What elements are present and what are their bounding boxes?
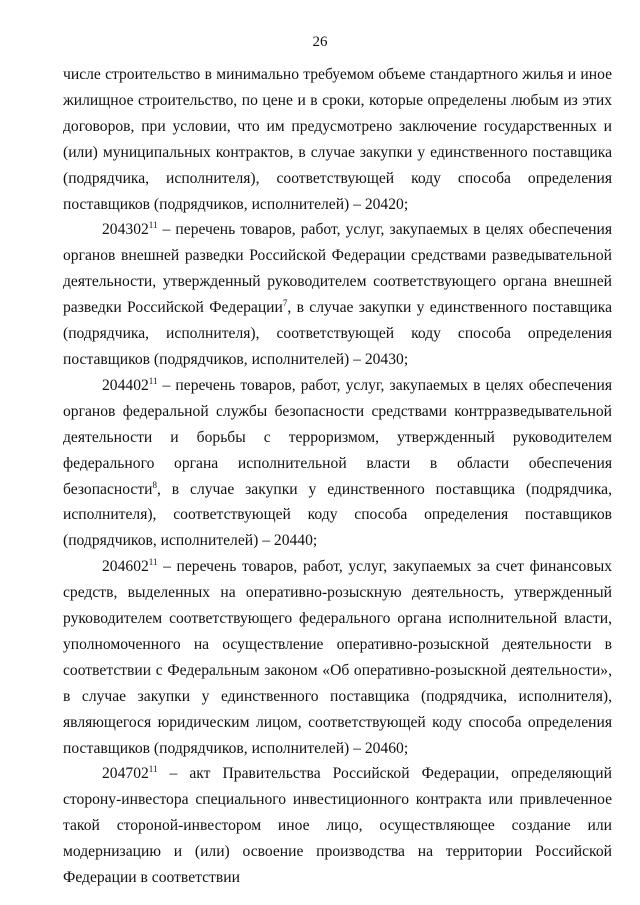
paragraph-text: – акт Правительства Российской Федерации, определяющий сторону-инвестора специального инвестиционного контракта или привлеченное такой стороной-инвестором иное лицо, осуществляющее создание или модернизацию и (или) освоение производства на территории Российской Федерации в соответствии xyxy=(63,765,612,887)
paragraph-text: , в случае закупки у единственного поставщика (подрядчика, исполнителя), соответствующей коду способа определения поставщиков (подрядчиков, исполнителей) – 20440; xyxy=(63,480,612,550)
paragraph-text: – перечень товаров, работ, услуг, закупаемых в целях обеспечения органов федеральной службы безопасности средствами контрразведывательной деятельности и борьбы с терроризмом, утвержденный руководителем федерального органа исполнительной власти в области обеспечения безопасности xyxy=(63,376,612,498)
paragraph-204402 xyxy=(63,373,612,554)
document-body xyxy=(63,62,612,891)
paragraph-204602 xyxy=(63,554,612,761)
classification-code: 204702 xyxy=(102,765,149,783)
paragraph-204702 xyxy=(63,761,612,891)
code-superscript: 11 xyxy=(148,220,158,231)
paragraph-text: , в случае закупки у единственного поставщика (подрядчика, исполнителя), соответствующей коду способа определения поставщиков (подрядчиков, исполнителей) – 20430; xyxy=(63,299,612,368)
code-superscript: 11 xyxy=(148,375,158,386)
paragraph-text: – перечень товаров, работ, услуг, закупаемых в целях обеспечения органов внешней разведки Российской Федерации средствами разведывательной деятельности, утвержденный руководителем соответствующего органа внешней разведки Российской Федерации xyxy=(63,221,612,317)
code-superscript: 11 xyxy=(148,557,158,568)
paragraph-text: – перечень товаров, работ, услуг, закупаемых за счет финансовых средств, выделенных на оперативно-розыскную деятельность, утвержденный руководителем соответствующего федерального органа исполнительной власти, уполномоченного на осуществление оперативно-розыскной деятельности в соответствии с Федеральным законом «Об оперативно-розыскной деятельности», в случае закупки у единственного поставщика (подрядчика, исполнителя), являющегося юридическим лицом, соответствующей коду способа определения поставщиков (подрядчиков, исполнителей) – 20460; xyxy=(63,558,612,757)
code-superscript: 11 xyxy=(148,764,158,775)
classification-code: 204402 xyxy=(102,376,149,394)
paragraph-text: числе строительство в минимально требуемом объеме стандартного жилья и иное жилищное строительство, по цене и в сроки, которые определены любым из этих договоров, при условии, что им предусмотрено заключение государственных и (или) муниципальных контрактов, в случае закупки у единственного поставщика (подрядчика, исполнителя), соответствующей коду способа определения поставщиков (подрядчиков, исполнителей) – 20420; xyxy=(63,66,612,213)
classification-code: 204602 xyxy=(102,558,149,576)
page-number: 26 xyxy=(312,34,328,50)
footnote-reference: 8 xyxy=(152,479,158,490)
paragraph-204302 xyxy=(63,217,612,372)
footnote-reference: 7 xyxy=(282,298,288,309)
paragraph-continuation xyxy=(63,62,612,217)
classification-code: 204302 xyxy=(102,221,149,239)
